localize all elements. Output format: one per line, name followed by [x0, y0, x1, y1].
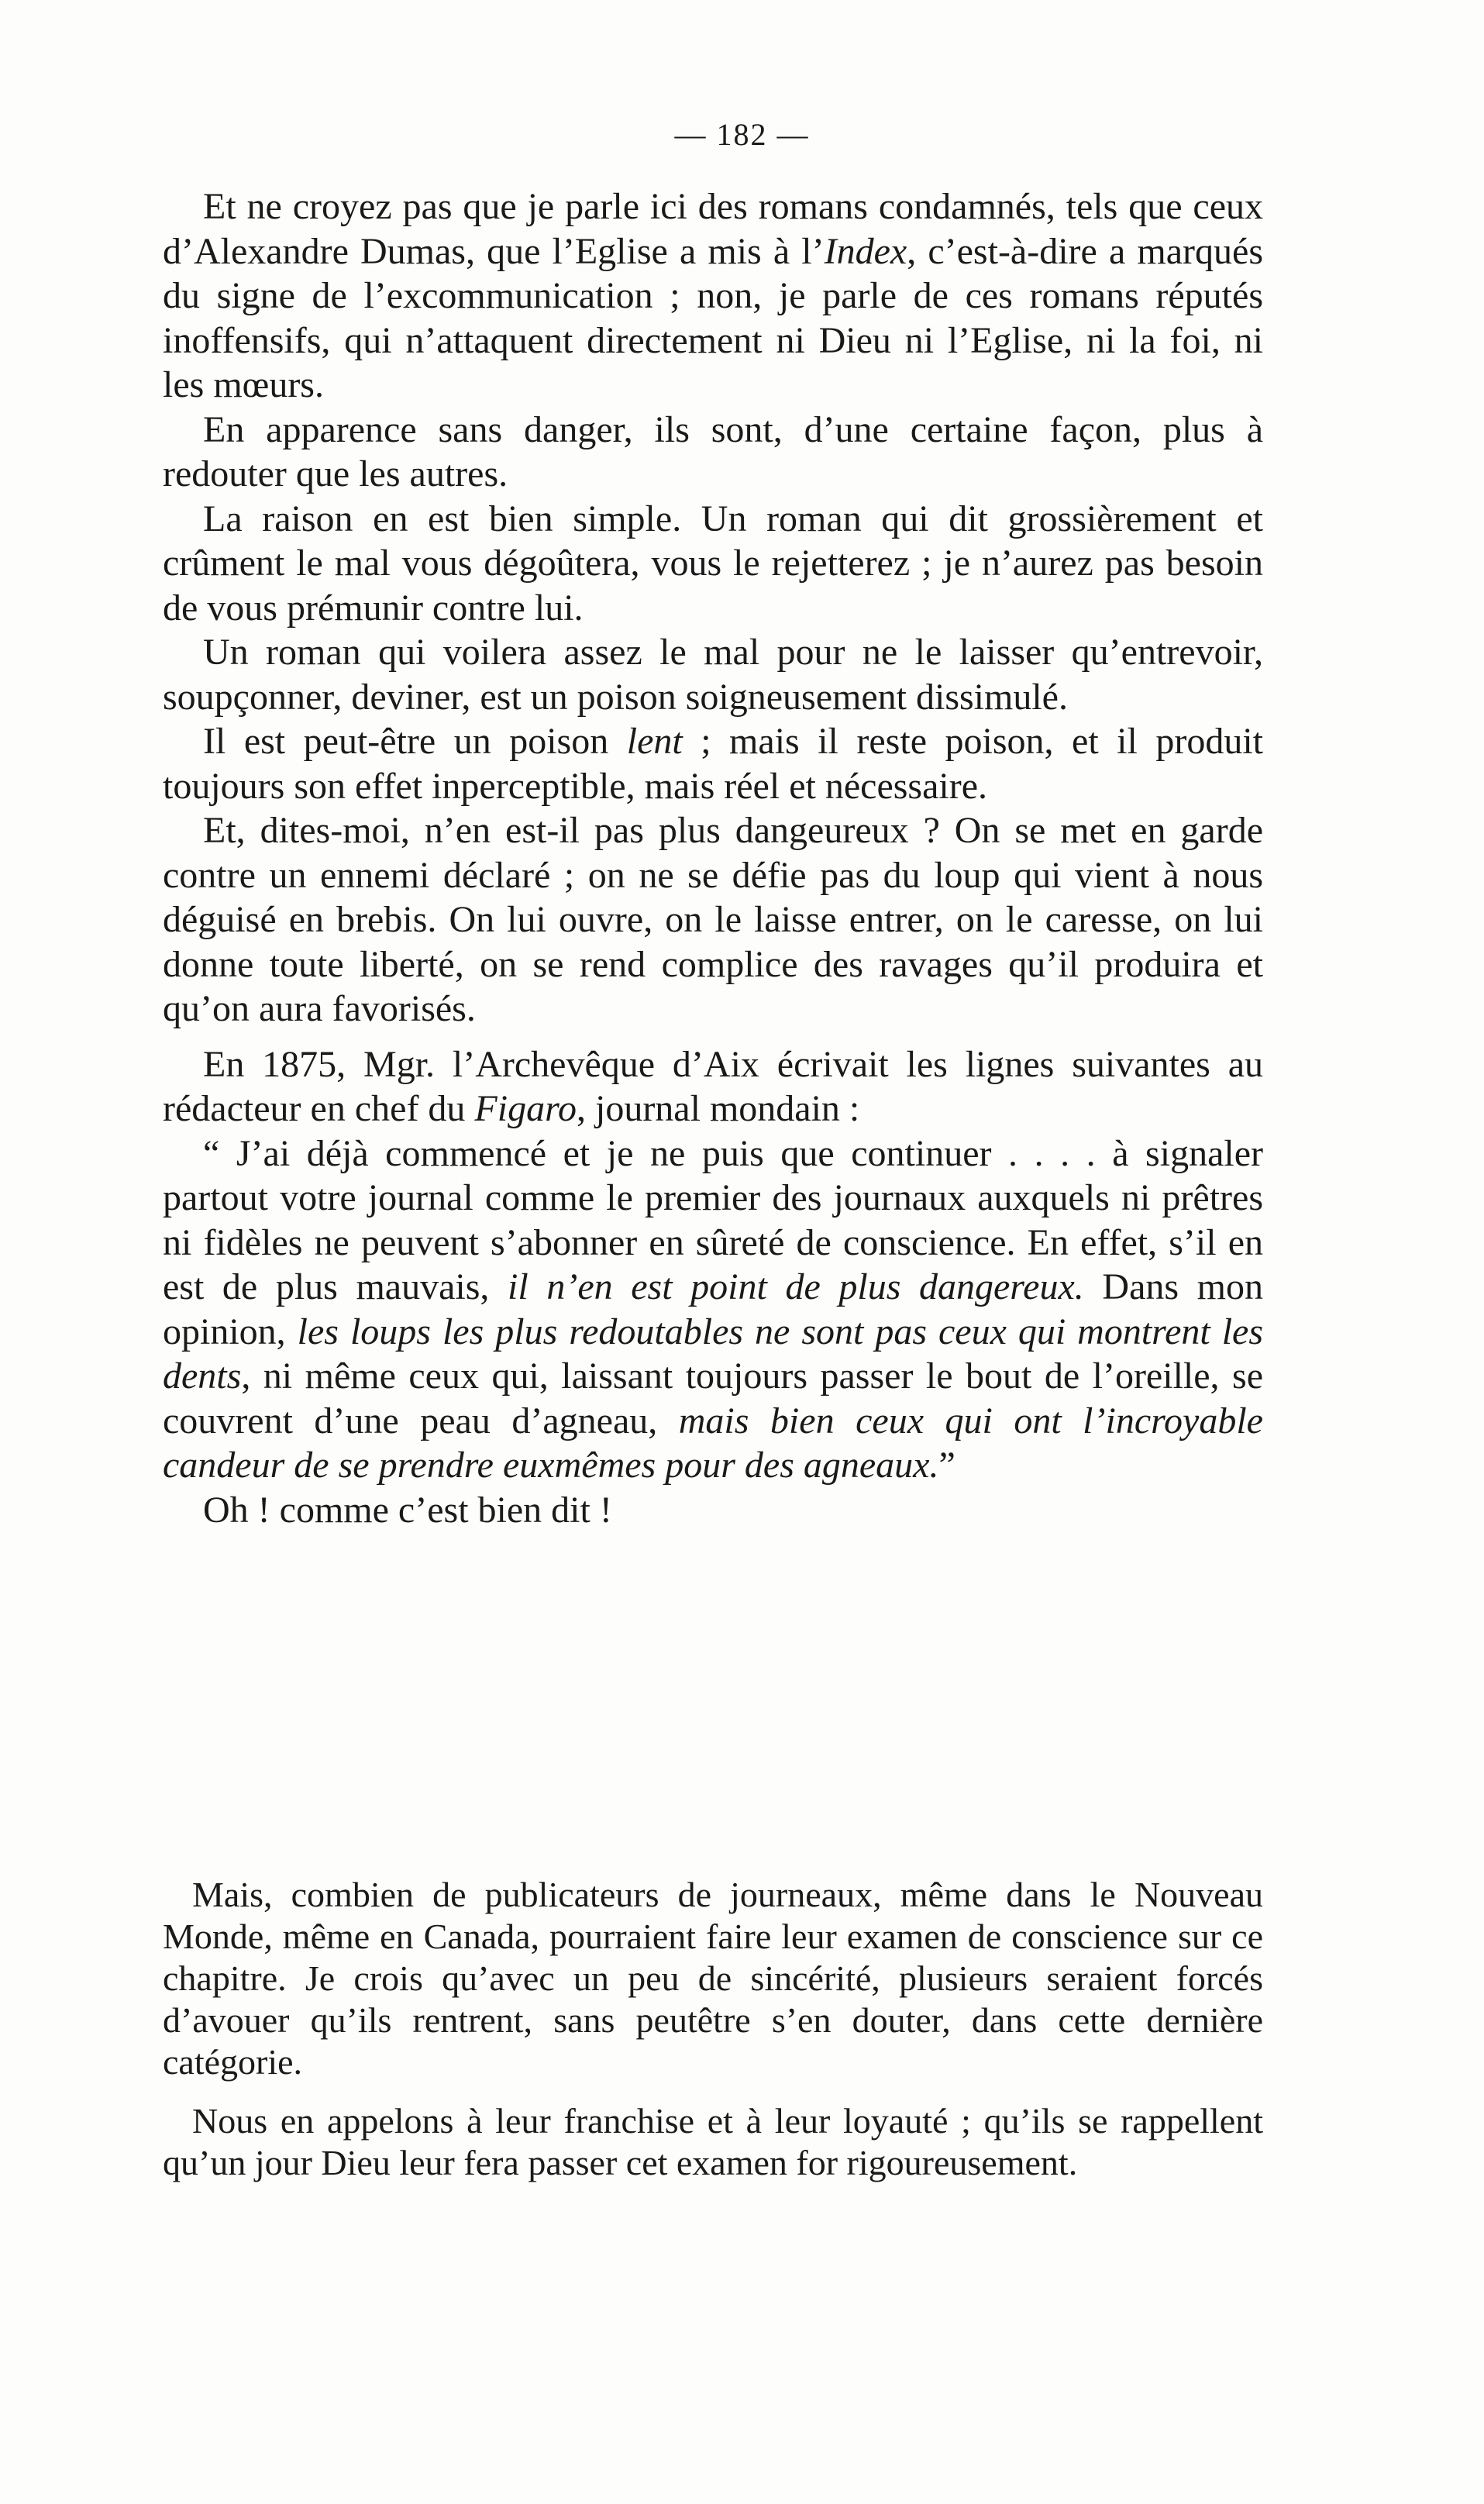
text-segment: Il est peut-être un poison: [203, 721, 627, 762]
paragraph: [163, 719, 1263, 808]
main-text-block: [163, 184, 1263, 1532]
page-number: — 182 —: [674, 117, 810, 152]
text-segment: , c’est-à-dire a marqués du signe de l’excommunication ; non, je parle de ces romans réputés inoffensifs, qui n’attaquent directement ni Dieu ni l’Eglise, ni la foi, ni les mœurs.: [163, 230, 1264, 405]
italic-text: il n’en est point de plus dangereux.: [508, 1266, 1084, 1307]
text-segment: Oh ! comme c’est bien dit !: [203, 1489, 612, 1531]
paragraph: [163, 1042, 1263, 1131]
text-segment: ; mais il reste poison, et il produit toujours son effet inperceptible, mais réel et nécessaire.: [163, 721, 1263, 807]
paragraph: [163, 408, 1263, 497]
italic-text: Index: [824, 230, 907, 272]
text-segment: En apparence sans danger, ils sont, d’une certaine façon, plus à redouter que les autres.: [163, 408, 1263, 494]
text-segment: Un roman qui voilera assez le mal pour ne le laisser qu’entrevoir, soupçonner, deviner, est un poison soigneusement dissimulé.: [163, 632, 1263, 718]
addendum-paragraph: [163, 2100, 1263, 2184]
paragraph: [163, 630, 1263, 719]
quoted-letter: [163, 1131, 1263, 1488]
paragraph: [163, 808, 1263, 1032]
italic-text: Figaro: [474, 1088, 577, 1129]
text-segment: , ni même ceux qui, laissant toujours passer le bout de l’oreille, se couvrent d’une peau d’agneau,: [163, 1355, 1263, 1441]
text-segment: “ J’ai déjà commencé et je ne puis que continuer . . . . à signaler partout votre journal comme le premier des journaux auxquels ni prêtres ni fidèles ne peuvent s’abonner en sûreté de conscience. En effet, s’il en est de plus mauvais,: [163, 1132, 1263, 1307]
addendum-paragraph: [163, 1874, 1263, 2083]
addendum-text-block: [163, 1874, 1263, 2184]
text-segment: ”: [938, 1445, 955, 1486]
paragraph: [163, 184, 1263, 408]
paragraph: [163, 1488, 1263, 1533]
italic-text: les loups les plus redoutables ne sont pas ceux qui montrent les dents: [163, 1311, 1264, 1397]
text-segment: Mais, combien de publicateurs de journeaux, même dans le Nouveau Monde, même en Canada, pourraient faire leur examen de conscience sur ce chapitre. Je crois qu’avec un peu de sincérité, plusieurs seraient forcés d’avouer qu’ils rentrent, sans peutêtre s’en douter, dans cette dernière catégorie.: [163, 1875, 1263, 2082]
paragraph: [163, 497, 1263, 631]
text-segment: Et ne croyez pas que je parle ici des romans condamnés, tels que ceux d’Alexandre Dumas, que l’Eglise a mis à l’: [163, 186, 1263, 272]
text-segment: En 1875, Mgr. l’Archevêque d’Aix écrivait les lignes suivantes au rédacteur en chef du: [163, 1043, 1263, 1129]
text-segment: Dans mon opinion,: [163, 1266, 1263, 1352]
italic-text: mais bien ceux qui ont l’incroyable candeur de se prendre euxmêmes pour des agneaux.: [163, 1400, 1263, 1486]
italic-text: lent: [626, 721, 683, 762]
text-segment: Et, dites-moi, n’en est-il pas plus dangeureux ? On se met en garde contre un ennemi déclaré ; on ne se défie pas du loup qui vient à nous déguisé en brebis. On lui ouvre, on le laisse entrer, on le caresse, on lui donne toute liberté, on se rend complice des ravages qu’il produira et qu’on aura favorisés.: [163, 810, 1263, 1029]
text-segment: , journal mondain :: [576, 1088, 860, 1129]
text-segment: Nous en appelons à leur franchise et à leur loyauté ; qu’ils se rappellent qu’un jour Dieu leur fera passer cet examen for rigoureusement.: [163, 2101, 1263, 2182]
text-segment: La raison en est bien simple. Un roman qui dit grossièrement et crûment le mal vous dégoûtera, vous le rejetterez ; je n’aurez pas besoin de vous prémunir contre lui.: [163, 498, 1263, 629]
